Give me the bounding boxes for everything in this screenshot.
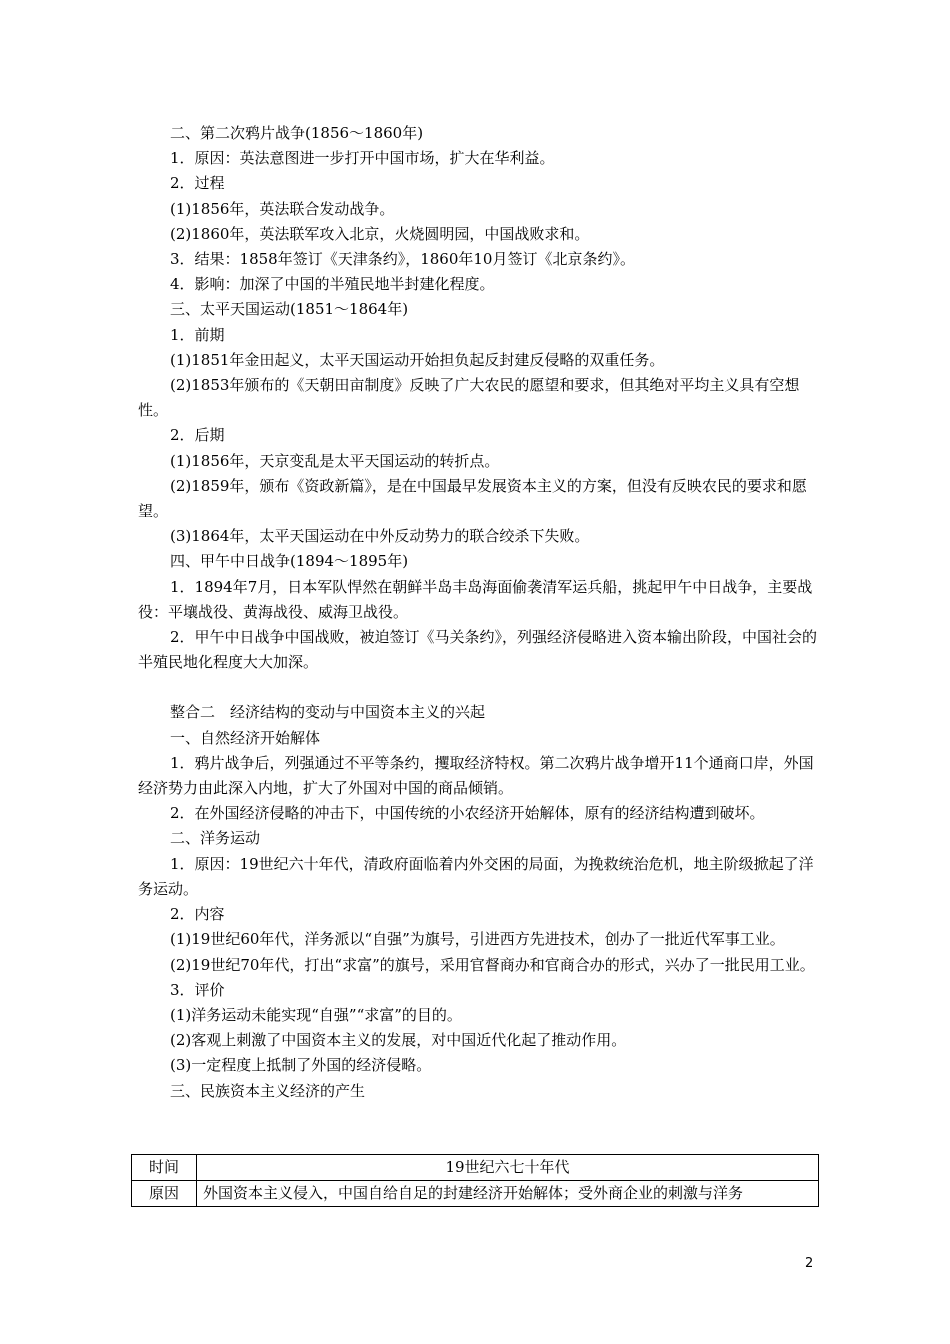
paragraph: 1．原因：英法意图进一步打开中国市场，扩大在华利益。 bbox=[170, 149, 555, 168]
section-heading: 一、自然经济开始解体 bbox=[170, 728, 321, 747]
paragraph: (2)1853年颁布的《天朝田亩制度》反映了广大农民的愿望和要求，但其绝对平均主义具有空想性。 bbox=[138, 376, 800, 420]
paragraph: (1)1856年，英法联合发动战争。 bbox=[170, 199, 395, 218]
chapter-heading: 整合二 经济结构的变动与中国资本主义的兴起 bbox=[170, 703, 486, 722]
paragraph: 1．鸦片战争后，列强通过不平等条约，攫取经济特权。第二次鸦片战争增开11个通商口岸，外国经济势力由此深入内地，扩大了外国对中国的商品倾销。 bbox=[138, 753, 814, 798]
info-table bbox=[131, 1154, 819, 1207]
paragraph: 3．评价 bbox=[170, 980, 225, 999]
paragraph: (1)19世纪60年代，洋务派以“自强”为旗号，引进西方先进技术，创办了一批近代军事工业。 bbox=[170, 930, 785, 949]
table-row bbox=[132, 1181, 819, 1207]
table-cell-label: 时间 bbox=[132, 1155, 197, 1181]
document-body bbox=[138, 121, 818, 1104]
paragraph: 4．影响：加深了中国的半殖民地半封建化程度。 bbox=[170, 275, 495, 294]
table-cell-label: 原因 bbox=[132, 1181, 197, 1207]
paragraph: 3．结果：1858年签订《天津条约》，1860年10月签订《北京条约》。 bbox=[170, 250, 635, 269]
section-heading: 四、甲午中日战争(1894～1895年) bbox=[170, 552, 409, 571]
table-row bbox=[132, 1155, 819, 1181]
spacer bbox=[138, 675, 818, 700]
paragraph: 2．在外国经济侵略的冲击下，中国传统的小农经济开始解体，原有的经济结构遭到破坏。 bbox=[170, 804, 765, 823]
section-heading: 三、民族资本主义经济的产生 bbox=[170, 1081, 366, 1100]
page-number: 2 bbox=[805, 1256, 814, 1271]
paragraph: (3)1864年，太平天国运动在中外反动势力的联合绞杀下失败。 bbox=[170, 527, 590, 546]
paragraph: 1．前期 bbox=[170, 325, 225, 344]
table-cell-value: 外国资本主义侵入，中国自给自足的封建经济开始解体；受外商企业的刺激与洋务 bbox=[197, 1181, 819, 1207]
paragraph: (2)1860年，英法联军攻入北京，火烧圆明园，中国战败求和。 bbox=[170, 224, 590, 243]
paragraph: 1．原因：19世纪六十年代，清政府面临着内外交困的局面，为挽救统治危机，地主阶级掀起了洋务运动。 bbox=[138, 854, 814, 898]
table-cell-value: 19世纪六七十年代 bbox=[197, 1155, 819, 1181]
paragraph: 2．甲午中日战争中国战败，被迫签订《马关条约》，列强经济侵略进入资本输出阶段，中国社会的半殖民地化程度大大加深。 bbox=[138, 628, 818, 672]
paragraph: 2．后期 bbox=[170, 426, 225, 445]
section-heading: 二、第二次鸦片战争(1856～1860年) bbox=[170, 124, 424, 142]
paragraph: (1)1856年，天京变乱是太平天国运动的转折点。 bbox=[170, 451, 500, 470]
paragraph: (3)一定程度上抵制了外国的经济侵略。 bbox=[170, 1056, 432, 1075]
paragraph: (1)1851年金田起义，太平天国运动开始担负起反封建反侵略的双重任务。 bbox=[170, 350, 665, 369]
paragraph: (1)洋务运动未能实现“自强”“求富”的目的。 bbox=[170, 1005, 462, 1024]
paragraph: (2)客观上刺激了中国资本主义的发展，对中国近代化起了推动作用。 bbox=[170, 1031, 627, 1050]
paragraph: 1．1894年7月，日本军队悍然在朝鲜半岛丰岛海面偷袭清军运兵船，挑起甲午中日战争，主要战役：平壤战役、黄海战役、威海卫战役。 bbox=[138, 577, 813, 621]
paragraph: (2)1859年，颁布《资政新篇》，是在中国最早发展资本主义的方案，但没有反映农民的要求和愿望。 bbox=[138, 476, 807, 521]
section-heading: 三、太平天国运动(1851～1864年) bbox=[170, 300, 409, 319]
section-heading: 二、洋务运动 bbox=[170, 829, 261, 848]
paragraph: (2)19世纪70年代，打出“求富”的旗号，采用官督商办和官商合办的形式，兴办了一批民用工业。 bbox=[170, 955, 815, 974]
paragraph: 2．过程 bbox=[170, 174, 225, 193]
paragraph: 2．内容 bbox=[170, 905, 225, 924]
